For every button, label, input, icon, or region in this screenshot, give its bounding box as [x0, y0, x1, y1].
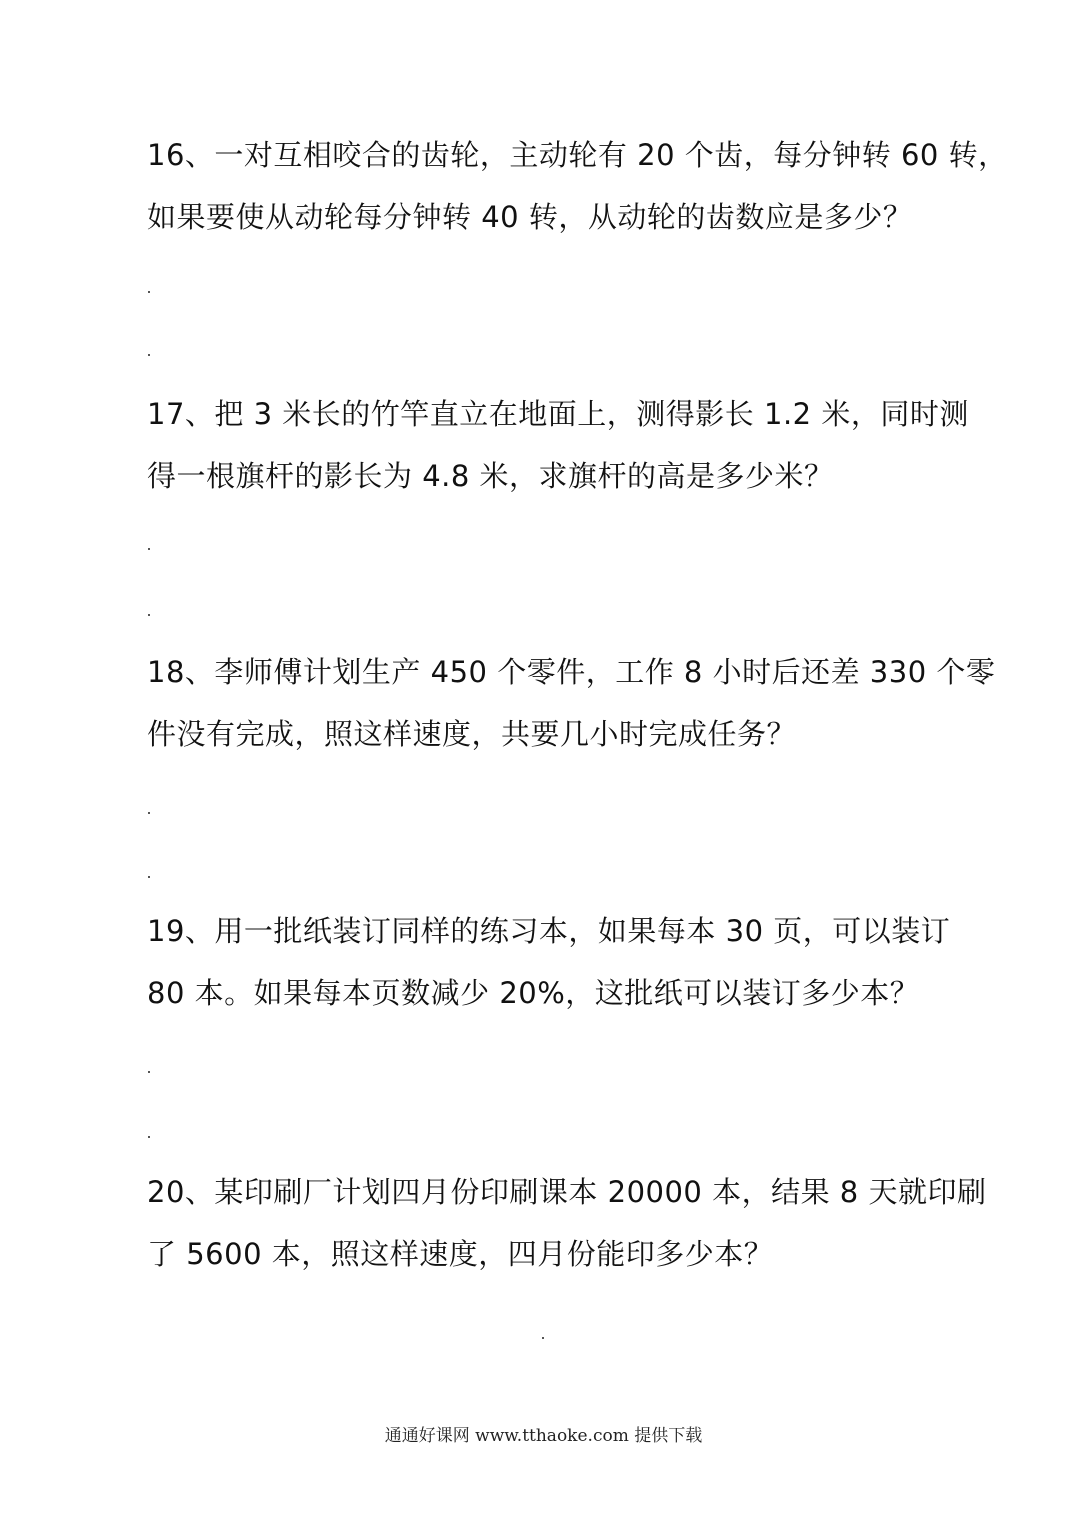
scan-speck [148, 812, 150, 814]
problem-line: 80 本。如果每本页数减少 20%，这批纸可以装订多少本？ [147, 976, 920, 1010]
problem-line: 19、用一批纸装订同样的练习本，如果每本 30 页，可以装订 [147, 914, 951, 948]
scan-speck [148, 1071, 150, 1073]
problem-line: 17、把 3 米长的竹竿直立在地面上，测得影长 1.2 米，同时测 [147, 397, 969, 431]
problem-line: 如果要使从动轮每分钟转 40 转，从动轮的齿数应是多少？ [147, 200, 913, 234]
scan-speck [148, 354, 150, 356]
problem-17 [147, 383, 969, 507]
problem-line: 得一根旗杆的影长为 4.8 米，求旗杆的高是多少米？ [147, 459, 834, 493]
scan-speck [148, 548, 150, 550]
scan-speck [148, 614, 150, 616]
problem-19 [147, 900, 951, 1024]
problem-line: 20、某印刷厂计划四月份印刷课本 20000 本，结果 8 天就印刷 [147, 1175, 987, 1209]
problem-20 [147, 1161, 987, 1285]
scan-speck [148, 1136, 150, 1138]
problem-line: 18、李师傅计划生产 450 个零件，工作 8 小时后还差 330 个零 [147, 655, 996, 689]
scan-speck [148, 876, 150, 878]
scan-speck [148, 291, 150, 293]
problem-line: 了 5600 本，照这样速度，四月份能印多少本？ [147, 1237, 774, 1271]
problem-18 [147, 641, 996, 765]
scan-speck [542, 1337, 544, 1339]
problem-line: 件没有完成，照这样速度，共要几小时完成任务？ [147, 717, 797, 751]
page-footer: 通通好课网 www.tthaoke.com 提供下载 [384, 1426, 703, 1446]
problem-16 [147, 124, 1008, 248]
problem-line: 16、一对互相咬合的齿轮，主动轮有 20 个齿，每分钟转 60 转， [147, 138, 1008, 172]
